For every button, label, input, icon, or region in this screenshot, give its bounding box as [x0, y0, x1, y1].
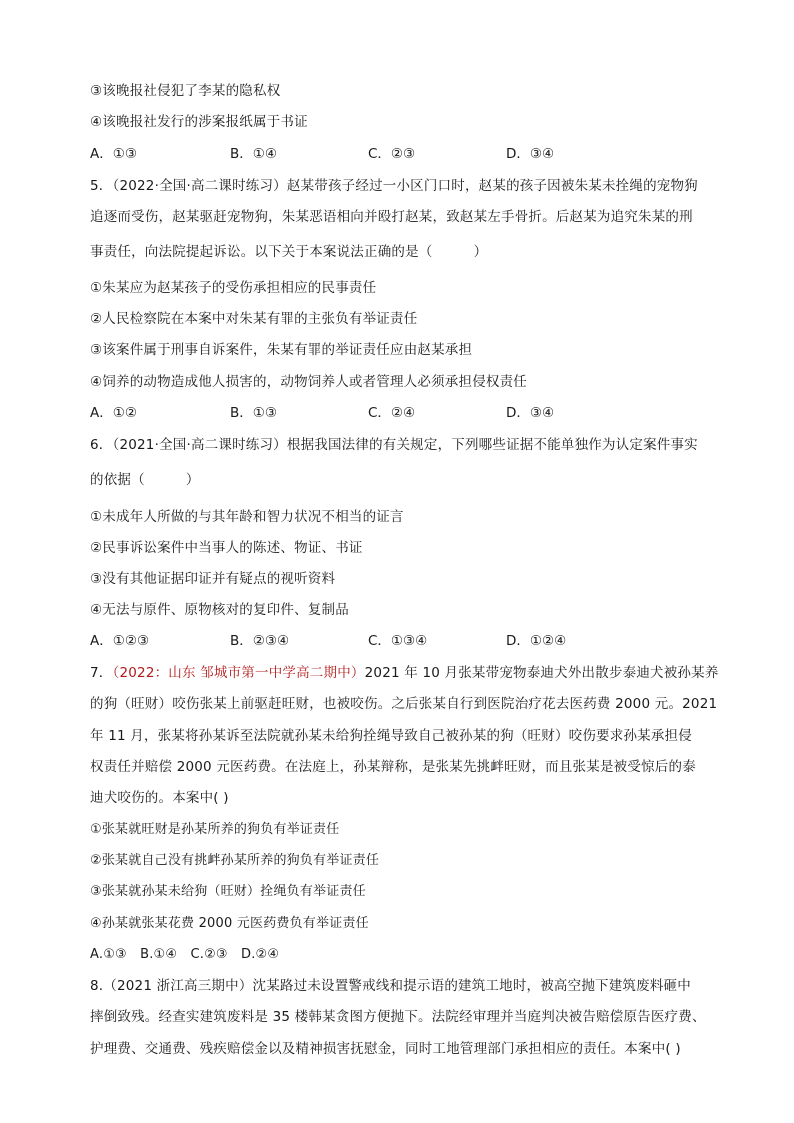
q7-option-2: ②张某就自己没有挑衅孙某所养的狗负有举证责任	[90, 853, 380, 868]
q7-stem-line4: 权责任并赔偿 2000 元医药费。在法庭上，孙某辩称，是张某先挑衅旺财，而且张某是被受惊后的泰	[90, 759, 696, 775]
q5-option-1: ①朱某应为赵某孩子的受伤承担相应的民事责任	[90, 280, 377, 296]
q8-stem-line3: 护理费、交通费、残疾赔偿金以及精神损害抚慰金，同时工地管理部门承担相应的责任。本案中( )	[90, 1041, 681, 1057]
q6-choice-c[interactable]: C．①③④	[368, 633, 428, 649]
q6-option-1: ①未成年人所做的与其年龄和智力状况不相当的证言	[90, 509, 404, 525]
q5-stem-line3: 事责任，向法院提起诉讼。以下关于本案说法正确的是（ ）	[90, 244, 488, 260]
q7-stem-line1	[90, 664, 719, 682]
q6-choice-d[interactable]: D．①②④	[506, 633, 567, 649]
q4-choice-b[interactable]: B．①④	[230, 146, 277, 162]
q5-choice-b[interactable]: B．①③	[230, 405, 277, 421]
q7-option-1: ①张某就旺财是孙某所养的狗负有举证责任	[90, 822, 340, 837]
q7-source: （2022：山东 邹城市第一中学高二期中）	[112, 665, 365, 681]
q5-choice-a[interactable]: A．①②	[90, 405, 137, 421]
q5-choice-d[interactable]: D．③④	[506, 405, 555, 421]
q6-choice-b[interactable]: B．②③④	[230, 633, 290, 649]
q7-stem-line5: 迪犬咬伤的。本案中( )	[90, 790, 229, 806]
q5-stem-line2: 追逐而受伤，赵某驱赶宠物狗，朱某恶语相向并殴打赵某，致赵某左手骨折。后赵某为追究朱某的刑	[90, 209, 693, 225]
q7-stem-line3: 年 11 月，张某将孙某诉至法院就孙某未给狗拴绳导致自己被孙某的狗（旺财）咬伤要求孙某承担侵	[90, 728, 692, 744]
q5-option-2: ②人民检察院在本案中对朱某有罪的主张负有举证责任	[90, 311, 418, 327]
q4-choice-d[interactable]: D．③④	[506, 146, 555, 162]
q6-option-2: ②民事诉讼案件中当事人的陈述、物证、书证	[90, 540, 363, 556]
q8-stem-line1: 8.（2021 浙江高三期中）沈某路过未设置警戒线和提示语的建筑工地时，被高空抛下建筑废料砸中	[90, 978, 691, 994]
q7-option-3: ③张某就孙某未给狗（旺财）拴绳负有举证责任	[90, 884, 366, 899]
q4-choice-c[interactable]: C．②③	[368, 146, 416, 162]
q5-option-3: ③该案件属于刑事自诉案件，朱某有罪的举证责任应由赵某承担	[90, 342, 473, 358]
q7-number: 7．	[90, 665, 113, 681]
q6-stem-line2: 的依据（ ）	[90, 472, 200, 488]
q6-stem-line1: 6．（2021·全国·高二课时练习）根据我国法律的有关规定，下列哪些证据不能单独作为认定案件事实	[90, 437, 698, 453]
q4-option-3: ③该晚报社侵犯了李某的隐私权	[90, 83, 281, 99]
q7-stem-line2: 的狗（旺财）咬伤张某上前驱赶旺财，也被咬伤。之后张某自行到医院治疗花去医药费 2000 元。2021	[90, 696, 718, 712]
q5-choice-c[interactable]: C．②④	[368, 405, 416, 421]
q7-stem-text: 2021 年 10 月张某带宠物泰迪犬外出散步泰迪犬被孙某养	[364, 665, 719, 681]
q5-stem-line1: 5．（2022·全国·高二课时练习）赵某带孩子经过一小区门口时，赵某的孩子因被朱某未拴绳的宠物狗	[90, 178, 698, 194]
q7-answer-choices[interactable]: A.①③ B.①④ C.②③ D.②④	[90, 947, 280, 962]
q4-option-4: ④该晚报社发行的涉案报纸属于书证	[90, 114, 308, 130]
q5-option-4: ④饲养的动物造成他人损害的，动物饲养人或者管理人必须承担侵权责任	[90, 374, 528, 390]
q6-choice-a[interactable]: A．①②③	[90, 633, 150, 649]
q8-stem-line2: 摔倒致残。经查实建筑废料是 35 楼韩某贪图方便抛下。法院经审理并当庭判决被告赔偿原告医疗费、	[90, 1009, 706, 1025]
q6-option-4: ④无法与原件、原物核对的复印件、复制品	[90, 602, 349, 618]
q7-option-4: ④孙某就张某花费 2000 元医药费负有举证责任	[90, 916, 369, 931]
q6-option-3: ③没有其他证据印证并有疑点的视听资料	[90, 571, 336, 587]
q4-choice-a[interactable]: A．①③	[90, 146, 137, 162]
